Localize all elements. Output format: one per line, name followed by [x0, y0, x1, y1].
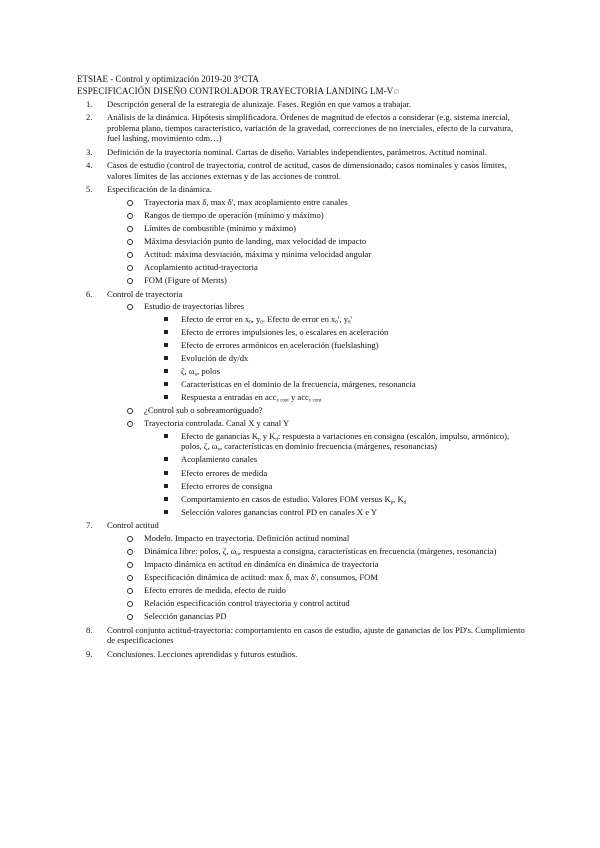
circle-bullet-icon — [127, 614, 133, 620]
sub-item: ¿Control sub o sobreamortiguado? — [107, 405, 527, 415]
list-item: 6. Control de trayectoria Estudio de trayectorias libres Efecto de error en $x_0$, $y_0$. Efecto de error en $x_0'$, $y_0'$ Efecto de errores impulsiones les, o escalares en aceleración Efecto de errores armónicos en aceleración (fuelslashing) Evolución de dy/dx ζ, $\omega_n$, polos Características en el dominio de la frecuencia, márgenes, resonancia Respuesta a entradas en acc$_{x cont}$ y acc$_{y cont}$ ¿Control sub o sobreamortiguado? Trayectoria controlada. Canal X y canal Y Efecto de ganancias $K_p$ y $K_d$: respuesta a variaciones en consigna (escalón, impulso, armónico), polos, ζ, $\omega_n$, características en dominio frecuencia (márgenes, resonancias) Acoplamiento canales Efecto errores de medida Efecto errores de consigna Comportamiento en casos de estudio. Valores FOM versus $K_p$, $K_d$ Selección valores ganancias control PD en canales X e Y — [77, 289, 527, 517]
list-item: 9. Conclusiones. Lecciones aprendidas y futuros estudios. — [86, 648, 298, 659]
sub-item: Dinámica libre: polos, ζ, $\omega_n$, respuesta a consigna, características en frecuencia (márgenes, resonancia) — [107, 546, 527, 556]
sub-sub-item: Efecto de error en $x_0$, $y_0$. Efecto de error en $x_0'$, $y_0'$ — [144, 314, 527, 324]
circle-bullet-icon — [127, 304, 133, 310]
sub-sub-item: Efecto de errores impulsiones les, o escalares en aceleración — [144, 327, 527, 337]
square-bullet-icon — [164, 395, 168, 399]
circle-bullet-icon — [127, 213, 133, 219]
circle-bullet-icon — [127, 252, 133, 258]
sub-item: Impacto dinámica en actitud en dinámica en dinámica de trayectoria — [107, 559, 527, 569]
circle-bullet-icon — [127, 226, 133, 232]
square-bullet-icon — [164, 317, 168, 321]
sub-item: Especificación dinámica de actitud: max δ, max δ', consumos, FOM — [107, 572, 527, 582]
sub-sub-item: Respuesta a entradas en acc$_{x cont}$ y acc$_{y cont}$ — [144, 392, 527, 402]
sub-sub-item: Efecto de ganancias $K_p$ y $K_d$: respuesta a variaciones en consigna (escalón, impulso, armónico), polos, ζ, $\omega_n$, características en dominio frecuencia (márgenes, resonancias) — [144, 431, 527, 452]
sub-item: Selección ganancias PD — [107, 611, 527, 621]
list-item: 8. Control conjunto actitud-trayectoria: comportamiento en casos de estudio, ajuste de ganancias de los PD's. Cumplimiento de especificaciones — [86, 624, 525, 646]
square-bullet-icon — [164, 484, 168, 488]
square-bullet-icon — [164, 510, 168, 514]
sub-list — [107, 301, 527, 517]
circle-bullet-icon — [127, 549, 133, 555]
circle-bullet-icon — [127, 601, 133, 607]
sub-sub-item: Características en el dominio de la frecuencia, márgenes, resonancia — [144, 379, 527, 389]
square-bullet-icon — [164, 457, 168, 461]
sub-list — [107, 533, 527, 622]
sub-sub-item: Efecto errores de consigna — [144, 481, 527, 491]
list-item: 5. Especificación de la dinámica. Trayectoria max δ, max δ', max acoplamiento entre canales Rangos de tiempo de operación (mínimo y máximo) Límites de combustible (mínimo y máximo) Máxima desviación punto de landing, max velocidad de impacto Actitud: máxima desviación, máxima y mínima velocidad angular Acoplamiento actitud-trayectoria FOM (Figure of Merits) — [77, 184, 527, 285]
list-item: 4. Casos de estudio (control de trayectoria, control de actitud, casos de dimensionado; casos nominales y casos límites, valores límites de las acciones externas y de las acciones de control. — [86, 160, 507, 181]
sub-item: Efecto errores de medida, efecto de ruido — [107, 585, 527, 595]
circle-bullet-icon — [127, 265, 133, 271]
circle-bullet-icon — [127, 408, 133, 414]
square-bullet-icon — [164, 382, 168, 386]
sub-sub-item: ζ, $\omega_n$, polos — [144, 366, 527, 376]
square-bullet-icon — [164, 471, 168, 475]
sub-sub-item: Efecto errores de medida — [144, 468, 527, 478]
sub-list — [107, 197, 527, 286]
sub-item: Modelo. Impacto en trayectoria. Definición actitud nominal — [107, 533, 527, 543]
sub-item: FOM (Figure of Merits) — [107, 275, 527, 285]
square-bullet-icon — [164, 434, 168, 438]
circle-bullet-icon — [127, 562, 133, 568]
sub-sub-list — [144, 314, 527, 403]
document-title: ESPECIFICACIÓN DISEÑO CONTROLADOR TRAYECTORIA LANDING LM-V∅ — [77, 86, 400, 96]
sub-item: Límites de combustible (mínimo y máximo) — [107, 223, 527, 233]
sub-sub-item: Evolución de dy/dx — [144, 353, 527, 363]
sub-item: Acoplamiento actitud-trayectoria — [107, 262, 527, 272]
list-item: 7. Control actitud Modelo. Impacto en trayectoria. Definición actitud nominal Dinámica libre: polos, ζ, $\omega_n$, respuesta a consigna, características en frecuencia (márgenes, resonancia) Impacto dinámica en actitud en dinámica en dinámica de trayectoria Especificación dinámica de actitud: max δ, max δ', consumos, FOM Efecto errores de medida, efecto de ruido Relación especificación control trayectoria y control actitud Selección ganancias PD — [77, 520, 527, 621]
circle-bullet-icon — [127, 278, 133, 284]
square-bullet-icon — [164, 497, 168, 501]
empty-set-symbol: ∅ — [393, 88, 400, 96]
circle-bullet-icon — [127, 239, 133, 245]
square-bullet-icon — [164, 330, 168, 334]
sub-item: Máxima desviación punto de landing, max velocidad de impacto — [107, 236, 527, 246]
square-bullet-icon — [164, 369, 168, 373]
sub-sub-item: Comportamiento en casos de estudio. Valores FOM versus $K_p$, $K_d$ — [144, 494, 527, 504]
circle-bullet-icon — [127, 536, 133, 542]
sub-item: Trayectoria max δ, max δ', max acoplamiento entre canales — [107, 197, 527, 207]
circle-bullet-icon — [127, 421, 133, 427]
square-bullet-icon — [164, 343, 168, 347]
sub-item: Rangos de tiempo de operación (mínimo y máximo) — [107, 210, 527, 220]
sub-item: Trayectoria controlada. Canal X y canal Y Efecto de ganancias $K_p$ y $K_d$: respuesta a variaciones en consigna (escalón, impulso, armónico), polos, ζ, $\omega_n$, características en dominio frecuencia (márgenes, resonancias) Acoplamiento canales Efecto errores de medida Efecto errores de consigna Comportamiento en casos de estudio. Valores FOM versus $K_p$, $K_d$ Selección valores ganancias control PD en canales X e Y — [107, 418, 527, 517]
sub-item: Relación especificación control trayectoria y control actitud — [107, 598, 527, 608]
sub-sub-item: Selección valores ganancias control PD en canales X e Y — [144, 507, 527, 517]
sub-sub-list — [144, 431, 527, 517]
sub-sub-item: Acoplamiento canales — [144, 454, 527, 464]
list-item: 2. Análisis de la dinámica. Hipótesis simplificadora. Órdenes de magnitud de efectos a considerar (e.g. sistema inercial, problema plano, tiempos característico, variación de la gravedad, correcciones de no inerciales, efecto de la curvatura, fuel lashing, movimiento cdm…) — [86, 112, 514, 144]
list-item: 3. Definición de la trayectoria nominal. Cartas de diseño. Variables independientes, parámetros. Actitud nominal. — [86, 146, 487, 157]
square-bullet-icon — [164, 356, 168, 360]
outline-list — [77, 99, 527, 662]
sub-item: Estudio de trayectorias libres Efecto de error en $x_0$, $y_0$. Efecto de error en $x_0'$, $y_0'$ Efecto de errores impulsiones les, o escalares en aceleración Efecto de errores armónicos en aceleración (fuelslashing) Evolución de dy/dx ζ, $\omega_n$, polos Características en el dominio de la frecuencia, márgenes, resonancia Respuesta a entradas en acc$_{x cont}$ y acc$_{y cont}$ — [107, 301, 527, 402]
circle-bullet-icon — [127, 575, 133, 581]
list-item: 1. Descripción general de la estrategia de alunizaje. Fases. Región en que vamos a trabajar. — [86, 99, 411, 109]
sub-item: Actitud: máxima desviación, máxima y mínima velocidad angular — [107, 249, 527, 259]
circle-bullet-icon — [127, 200, 133, 206]
sub-sub-item: Efecto de errores armónicos en aceleración (fuelslashing) — [144, 340, 527, 350]
course-header: ETSIAE - Control y optimización 2019-20 3°CTA — [77, 74, 259, 84]
circle-bullet-icon — [127, 588, 133, 594]
